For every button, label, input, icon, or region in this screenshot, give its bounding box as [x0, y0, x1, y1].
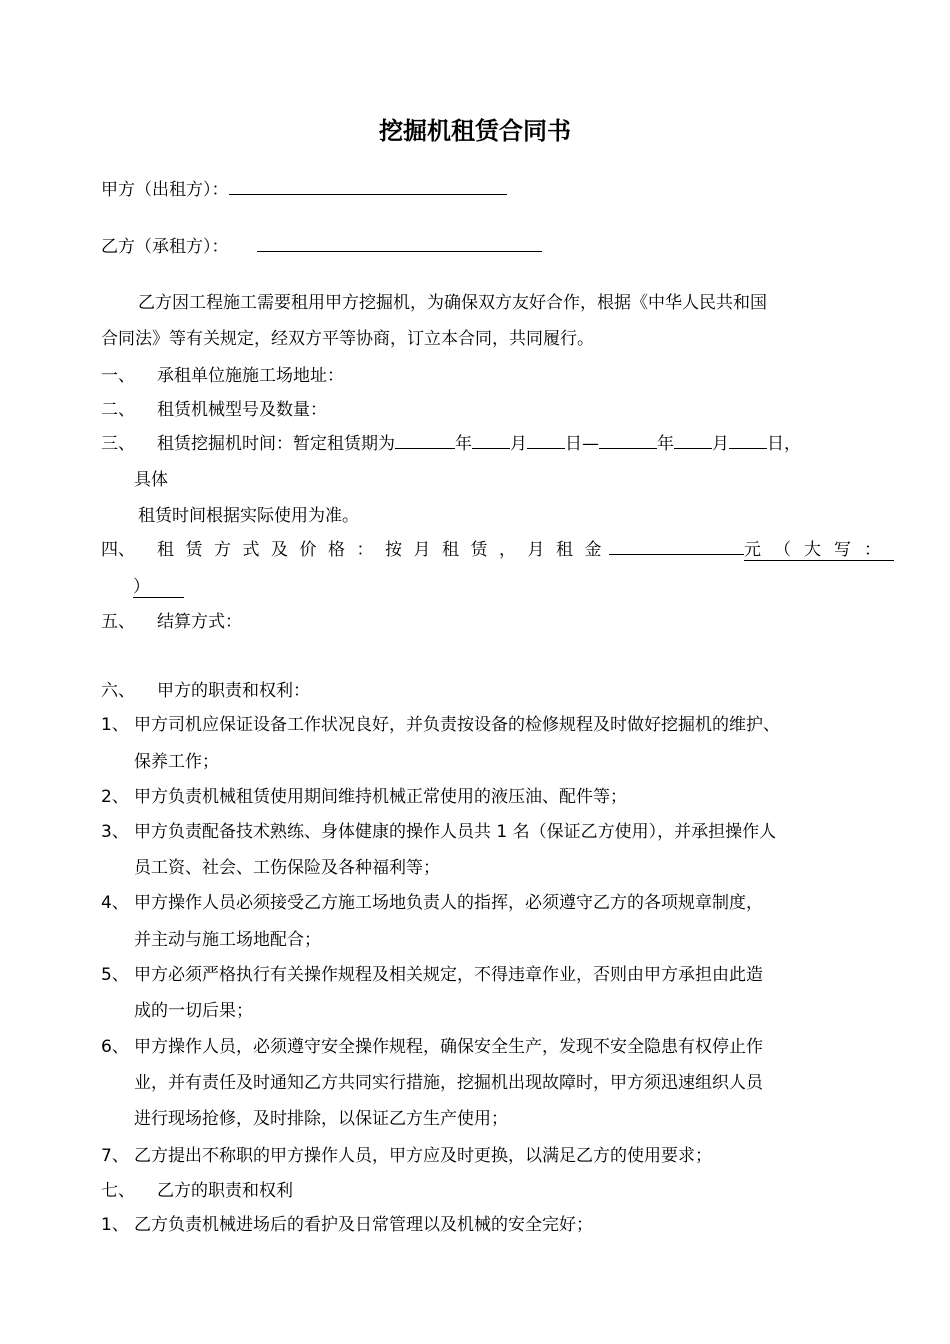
- a-item-7-line-1: 乙方提出不称职的甲方操作人员，甲方应及时更换，以满足乙方的使用要求；: [134, 1146, 712, 1166]
- a-item-2-line-1: 甲方负责机械租赁使用期间维持机械正常使用的液压油、配件等；: [134, 787, 627, 807]
- section-6-num: 六、: [101, 681, 135, 701]
- party-b-label: 乙方（承租方）：: [101, 237, 229, 257]
- party-a-blank: [229, 178, 507, 195]
- start-month-blank: [472, 432, 510, 449]
- a-item-3-line-1: 甲方负责配备技术熟练、身体健康的操作人员共 1 名（保证乙方使用），并承担操作人: [134, 822, 777, 842]
- rent-uppercase-label: 元（大写：: [744, 540, 894, 560]
- start-day-label: 日: [565, 434, 582, 454]
- section-7-text: 乙方的职责和权利: [157, 1181, 293, 1201]
- section-3-cont-2: 租赁时间根据实际使用为准。: [138, 506, 359, 526]
- a-item-6-num: 6、: [101, 1037, 129, 1057]
- a-item-7-num: 7、: [101, 1146, 129, 1166]
- start-year-blank: [395, 432, 455, 449]
- section-1-text: 承租单位施施工场地址：: [157, 366, 344, 386]
- b-item-1-num: 1、: [101, 1215, 129, 1235]
- a-item-1-num: 1、: [101, 715, 129, 735]
- preamble-line-2: 合同法》等有关规定，经双方平等协商，订立本合同，共同履行。: [101, 329, 594, 349]
- section-5-text: 结算方式：: [157, 612, 242, 632]
- a-item-4-num: 4、: [101, 893, 129, 913]
- monthly-rent-blank: [609, 538, 744, 555]
- a-item-4-line-1: 甲方操作人员必须接受乙方施工场地负责人的指挥，必须遵守乙方的各项规章制度，: [134, 893, 763, 913]
- section-3-text: 租赁挖掘机时间：暂定租赁期为: [157, 434, 395, 454]
- preamble-line-1: 乙方因工程施工需要租用甲方挖掘机，为确保双方友好合作，根据《中华人民共和国: [138, 293, 767, 313]
- party-a-line: [101, 178, 507, 202]
- end-day-label: 日，: [767, 434, 801, 454]
- section-2-text: 租赁机械型号及数量：: [157, 400, 327, 420]
- document-title: 挖掘机租赁合同书: [379, 117, 571, 145]
- end-year-blank: [599, 432, 657, 449]
- rent-close-paren: ）: [133, 577, 184, 598]
- a-item-3-line-2: 员工资、社会、工伤保险及各种福利等；: [134, 858, 440, 878]
- section-3-line: [157, 432, 801, 456]
- a-item-2-num: 2、: [101, 787, 129, 807]
- section-4-cont: [133, 575, 184, 599]
- section-3-cont-1: 具体: [134, 470, 168, 490]
- party-b-blank: [257, 235, 542, 252]
- section-2-num: 二、: [101, 400, 135, 420]
- section-7-num: 七、: [101, 1181, 135, 1201]
- a-item-5-line-2: 成的一切后果；: [134, 1001, 253, 1021]
- a-item-6-line-1: 甲方操作人员，必须遵守安全操作规程，确保安全生产，发现不安全隐患有权停止作: [134, 1037, 763, 1057]
- start-day-blank: [527, 432, 565, 449]
- party-b-line: [101, 235, 542, 259]
- a-item-6-line-3: 进行现场抢修，及时排除，以保证乙方生产使用；: [134, 1109, 508, 1129]
- a-item-5-num: 5、: [101, 965, 129, 985]
- section-4-line: [157, 538, 894, 562]
- end-day-blank: [729, 432, 767, 449]
- b-item-1-line-1: 乙方负责机械进场后的看护及日常管理以及机械的安全完好；: [134, 1215, 593, 1235]
- end-month-blank: [674, 432, 712, 449]
- section-4-text: 租赁方式及价格：按月租赁，月租金: [157, 540, 613, 560]
- section-5-num: 五、: [101, 612, 135, 632]
- section-4-num: 四、: [101, 540, 135, 560]
- end-month-label: 月: [712, 434, 729, 454]
- a-item-6-line-2: 业，并有责任及时通知乙方共同实行措施，挖掘机出现故障时，甲方须迅速组织人员: [134, 1073, 763, 1093]
- section-6-text: 甲方的职责和权利：: [157, 681, 310, 701]
- a-item-1-line-1: 甲方司机应保证设备工作状况良好，并负责按设备的检修规程及时做好挖掘机的维护、: [134, 715, 780, 735]
- date-range-dash: —: [582, 434, 599, 454]
- end-year-label: 年: [657, 434, 674, 454]
- section-1-num: 一、: [101, 366, 135, 386]
- a-item-1-line-2: 保养工作；: [134, 752, 219, 772]
- section-3-num: 三、: [101, 434, 135, 454]
- a-item-3-num: 3、: [101, 822, 129, 842]
- party-a-label: 甲方（出租方）：: [101, 180, 229, 200]
- a-item-5-line-1: 甲方必须严格执行有关操作规程及相关规定，不得违章作业，否则由甲方承担由此造: [134, 965, 763, 985]
- start-year-label: 年: [455, 434, 472, 454]
- a-item-4-line-2: 并主动与施工场地配合；: [134, 930, 321, 950]
- start-month-label: 月: [510, 434, 527, 454]
